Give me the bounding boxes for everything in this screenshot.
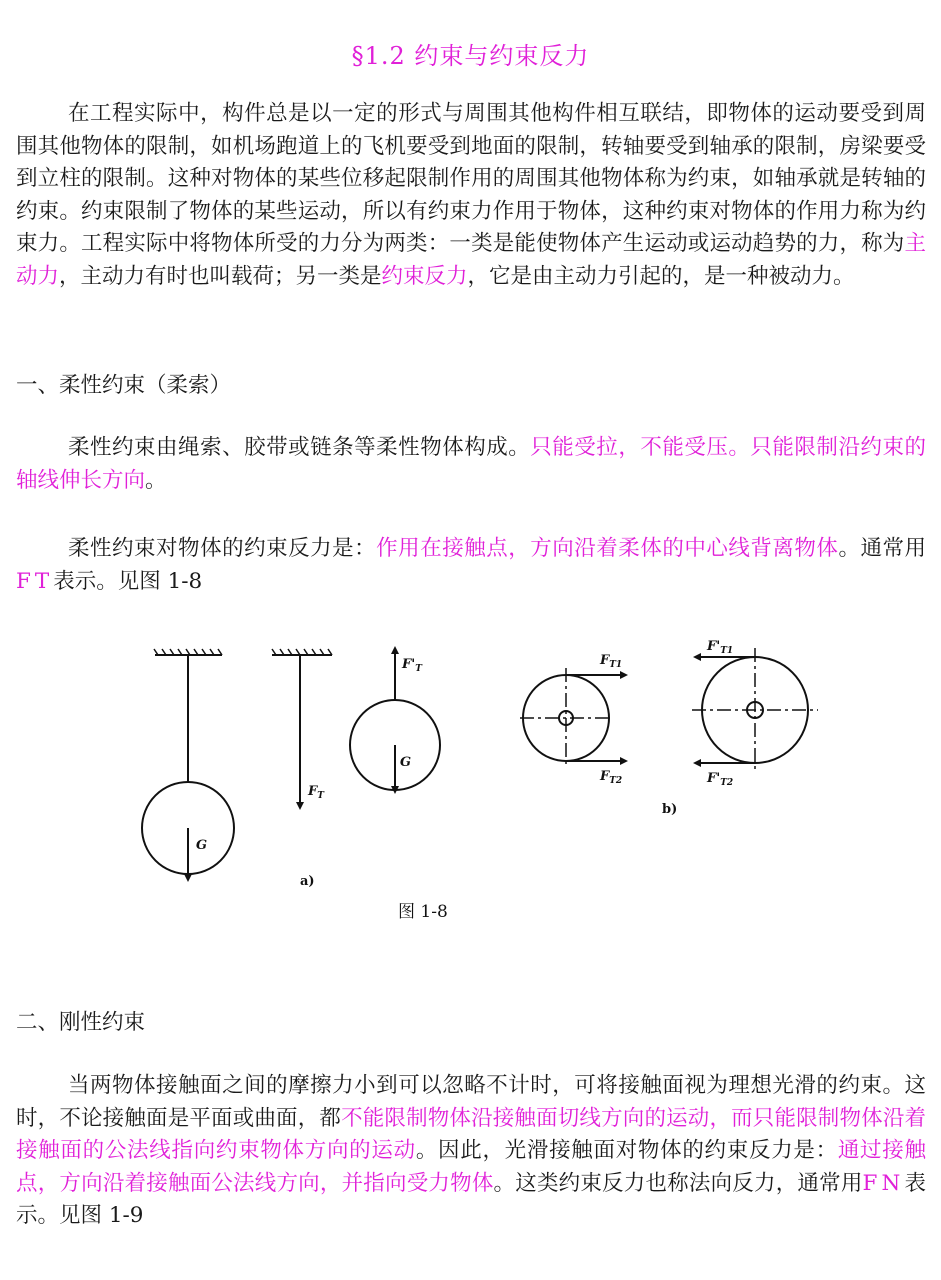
section1-heading: 一、柔性约束（柔索） <box>16 373 232 398</box>
label-ft: $F_T$ <box>308 784 324 801</box>
figure-caption: 图 1-8 <box>398 902 448 922</box>
intro-paragraph: 在工程实际中，构件总是以一定的形式与周围其他构件相互联结，即物体的运动要受到周围其他物体的限制，如机场跑道上的飞机要受到地面的限制，转轴要受到轴承的限制，房梁要受到立柱的限制。这种对物体的某些位移起限制作用的周围其他物体称为约束，如轴承就是转轴的约束。约束限制了物体的某些运动，所以有约束力作用于物体，这种约束对物体的作用力称为约束力。工程实际中将物体所受的力分为两类：一类是能使物体产生运动或运动趋势的力，称为主动力，主动力有时也叫载荷；另一类是约束反力，它是由主动力引起的，是一种被动力。 <box>16 101 926 289</box>
label-ft-prime: $F'_T$ <box>402 657 422 674</box>
reaction-force-term: 约束反力 <box>381 263 468 289</box>
label-g-left: G <box>196 838 208 853</box>
section2-paragraph: 当两物体接触面之间的摩擦力小到可以忽略不计时，可将接触面视为理想光滑的约束。这时，不论接触面是平面或曲面，都不能限制物体沿接触面切线方向的运动，而只能限制物体沿着接触面的公法线指向约束物体方向的运动。因此，光滑接触面对物体的约束反力是：通过接触点，方向沿着接触面公法线方向，并指向受力物体。这类约束反力也称法向反力，通常用FN表示。见图 1-9 <box>16 1073 926 1228</box>
label-g-right: G <box>400 755 412 770</box>
ft-symbol: FT <box>16 568 54 594</box>
label-a: a) <box>300 874 315 889</box>
label-ft1-prime: $F'_{T1}$ <box>707 639 734 656</box>
label-ft2: $F_{T2}$ <box>600 769 623 786</box>
section1-paragraph2: 柔性约束对物体的约束反力是：作用在接触点，方向沿着柔体的中心线背离物体。通常用FT表示。见图 1-8 <box>16 536 926 594</box>
ceiling-hatch-left <box>154 649 222 655</box>
ceiling-hatch-middle <box>272 649 332 655</box>
section2-heading: 二、刚性约束 <box>16 1010 146 1035</box>
section1-paragraph1: 柔性约束由绳索、胶带或链条等柔性物体构成。只能受拉，不能受压。只能限制沿约束的轴线伸长方向。 <box>16 435 926 493</box>
fn-symbol: FN <box>862 1170 905 1196</box>
label-ft2-prime: $F'_{T2}$ <box>707 771 734 788</box>
active-force-term: 主动力 <box>16 231 926 289</box>
label-b: b) <box>662 802 678 817</box>
label-ft1: $F_{T1}$ <box>600 653 623 670</box>
figure-1-8 <box>0 620 941 950</box>
page-title: §1.2 约束与约束反力 <box>351 42 590 70</box>
